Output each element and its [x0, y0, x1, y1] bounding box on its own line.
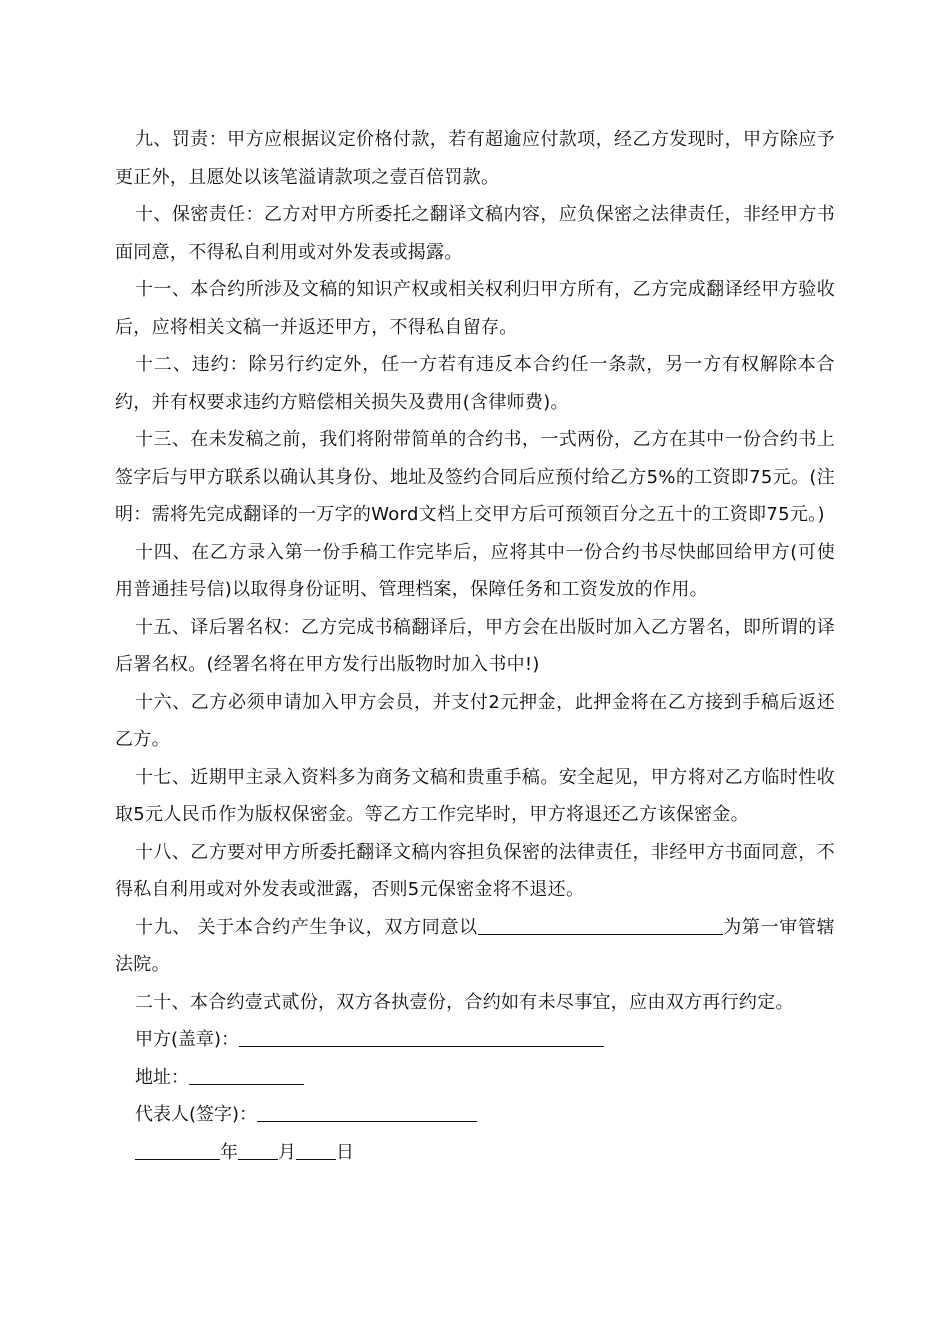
clause-15: 十五、译后署名权：乙方完成书稿翻译后，甲方会在出版时加入乙方署名，即所谓的译后署名权。(经署名将在甲方发行出版物时加入书中!) [115, 616, 835, 675]
address-label: 地址： [135, 1066, 189, 1088]
clause-19-suffix: 为第一审管辖法院。 [115, 916, 835, 975]
clause-12: 十二、违约：除另行约定外，任一方若有违反本合约任一条款，另一方有权解除本合约，并有权要求违约方赔偿相关损失及费用(含律师费)。 [115, 354, 835, 413]
day-label: 日 [336, 1141, 354, 1163]
representative-label: 代表人(签字)： [135, 1104, 258, 1125]
month-label: 月 [278, 1141, 296, 1163]
party-a-line [115, 1021, 835, 1059]
year-label: 年 [220, 1141, 238, 1163]
court-blank [478, 916, 723, 935]
address-line [115, 1059, 835, 1097]
clause-17: 十七、近期甲主录入资料多为商务文稿和贵重手稿。安全起见，甲方将对乙方临时性收取5元人民币作为版权保密金。等乙方工作完毕时，甲方将退还乙方该保密金。 [115, 766, 835, 825]
clause-9: 九、罚责：甲方应根据议定价格付款，若有超逾应付款项，经乙方发现时，甲方除应予更正外，且愿处以该笔溢请款项之壹百倍罚款。 [115, 129, 835, 188]
clause-20: 二十、本合约壹式贰份，双方各执壹份，合约如有未尽事宜，应由双方再行约定。 [135, 991, 794, 1013]
month-blank [238, 1141, 278, 1160]
clause-19-text: 十九、 关于本合约产生争议，双方同意以 [135, 916, 478, 938]
year-blank [135, 1141, 220, 1160]
contract-body [115, 121, 835, 1171]
party-a-label: 甲方(盖章)： [135, 1029, 240, 1050]
day-blank [296, 1141, 336, 1160]
clause-19 [115, 909, 835, 984]
clause-10: 十、保密责任：乙方对甲方所委托之翻译文稿内容，应负保密之法律责任，非经甲方书面同意，不得私自利用或对外发表或揭露。 [115, 204, 835, 263]
address-blank [189, 1066, 304, 1085]
date-line [115, 1134, 835, 1172]
clause-18: 十八、乙方要对甲方所委托翻译文稿内容担负保密的法律责任，非经甲方书面同意，不得私自利用或对外发表或泄露，否则5元保密金将不退还。 [115, 841, 835, 900]
representative-blank [257, 1103, 477, 1122]
party-a-blank [239, 1028, 604, 1047]
clause-11: 十一、本合约所涉及文稿的知识产权或相关权利归甲方所有，乙方完成翻译经甲方验收后，应将相关文稿一并返还甲方，不得私自留存。 [115, 279, 835, 338]
clause-14: 十四、在乙方录入第一份手稿工作完毕后，应将其中一份合约书尽快邮回给甲方(可使用普通挂号信)以取得身份证明、管理档案，保障任务和工资发放的作用。 [115, 541, 835, 600]
clause-13: 十三、在未发稿之前，我们将附带简单的合约书，一式两份，乙方在其中一份合约书上签字后与甲方联系以确认其身份、地址及签约合同后应预付给乙方5%的工资即75元。(注明：需将先完成翻译的一万字的Word文档上交甲方后可预领百分之五十的工资即75元。) [115, 429, 835, 525]
representative-line [115, 1096, 835, 1134]
clause-16: 十六、乙方必须申请加入甲方会员，并支付2元押金，此押金将在乙方接到手稿后返还乙方。 [115, 691, 835, 750]
